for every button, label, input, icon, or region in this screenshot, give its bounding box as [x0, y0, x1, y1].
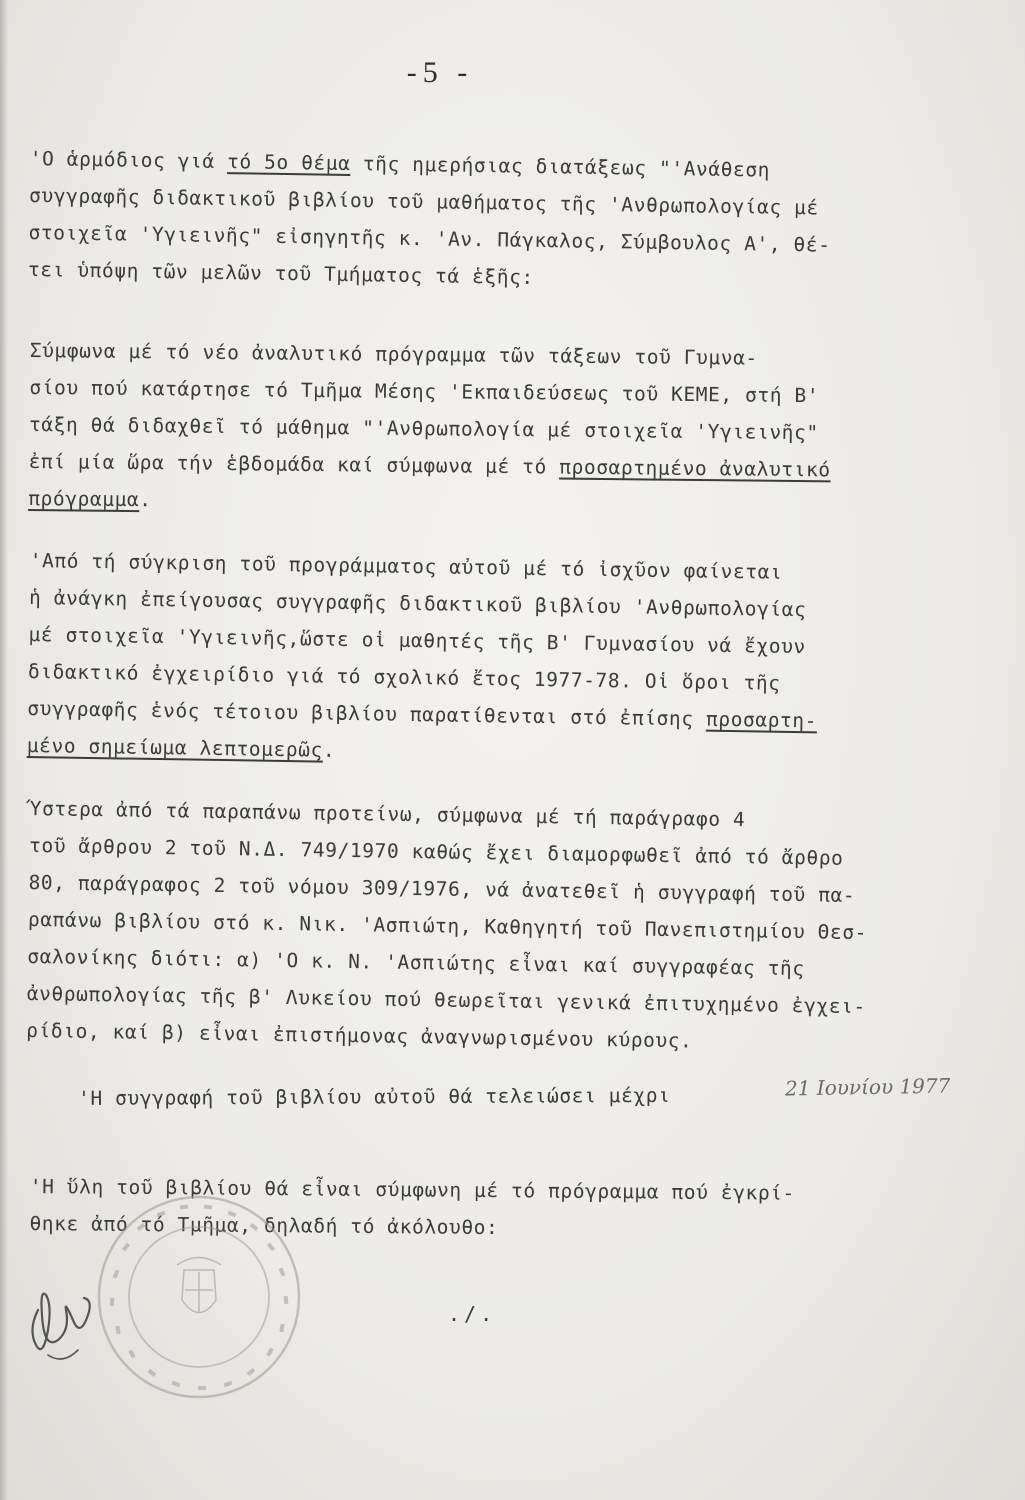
underlined-text: προσαρτημένο ἀναλυτικό — [559, 455, 831, 482]
text-segment: Ύστερα ἀπό τά παραπάνω προτείνω, σύμφωνα μέ τή παράγραφο 4 — [29, 796, 746, 832]
text-segment: ἀνθρωπολογίας τῆς β' Λυκείου πού θεωρεῖται γενικά ἐπιτυχημένο ἐγχει- — [26, 981, 867, 1019]
text-segment: ρίδιο, καί β) εἶναι ἐπιστήμονας ἀναγνωρισμένου κύρους. — [26, 1018, 693, 1053]
text-segment: τάξη θά διδαχθεῖ τό μάθημα "'Ανθρωπολογία μέ στοιχεῖα 'Υγιεινῆς" — [28, 412, 819, 445]
text-segment: . — [322, 738, 336, 762]
underlined-text: πρόγραμμα — [28, 486, 140, 512]
paragraph-4 — [26, 790, 970, 1064]
underlined-text: προσαρτη- — [705, 707, 818, 733]
text-segment: ἐπί μία ὥρα τήν ἑβδομάδα καί σύμφωνα μέ τό — [28, 449, 560, 479]
text-segment: ἡ ἀνάγκη ἐπείγουσας συγγραφῆς διδακτικοῦ βιβλίου 'Ανθρωπολογίας — [28, 585, 807, 622]
text-segment: σίου πού κατάρτησε τό Τμῆμα Μέσης 'Εκπαιδεύσεως τοῦ ΚΕΜΕ, στή Β' — [29, 375, 820, 408]
text-segment: διδακτικό ἐγχειρίδιο γιά τό σχολικό ἔτος 1977-78. Οἱ ὅροι τῆς — [27, 659, 781, 695]
underlined-text: τό 5ο θέμα — [226, 150, 351, 176]
text-segment: 'Από τή σύγκριση τοῦ προγράμματος αὐτοῦ μέ τό ἰσχῦον φαίνεται — [29, 548, 783, 584]
text-segment: . — [139, 488, 152, 512]
text-segment: ραπάνω βιβλίου στό κ. Νικ. 'Ασπιώτη, Καθηγητή τοῦ Πανεπιστημίου Θεσ- — [27, 907, 868, 945]
underlined-text: μένο σημείωμα λεπτομερῶς — [26, 733, 324, 762]
paragraph-3 — [27, 542, 970, 779]
text-segment: τῆς ημερήσιας διατάξεως "'Ανάθεση — [350, 152, 771, 182]
text-segment: στοιχεῖα 'Υγιεινῆς" εἰσηγητῆς κ. 'Αν. Πάγκαλος, Σύμβουλος Α', θέ- — [28, 220, 831, 257]
handwritten-date: 21 Ιουνίου 1977 — [784, 1073, 951, 1101]
text-segment: 80, παράγραφος 2 τοῦ νόμου 309/1976, νά ἀνατεθεῖ ἡ συγγραφή τοῦ πα- — [28, 870, 856, 907]
text-segment: συγγραφῆς ἑνός τέτοιου βιβλίου παρατίθενται στό ἐπίσης — [27, 696, 707, 731]
official-seal-stamp — [92, 1190, 307, 1405]
text-segment: Σύμφωνα μέ τό νέο ἀναλυτικό πρόγραμμα τῶν τάξεων τοῦ Γυμνα- — [29, 338, 758, 370]
paragraph-1 — [28, 140, 970, 303]
text-segment: τοῦ ἄρθρου 2 τοῦ Ν.Δ. 749/1970 καθώς ἔχει διαμορφωθεῖ ἀπό τό ἄρθρο — [28, 833, 844, 870]
handwritten-signature — [18, 1270, 113, 1380]
page-number: -5 - — [406, 56, 474, 89]
text-segment: θηκε ἀπό τό Τμῆμα, δηλαδή τό ἀκόλουθο: — [29, 1211, 499, 1240]
page-edge-shadow — [0, 0, 8, 1500]
text-segment: σαλονίκης διότι: α) 'Ο κ. Ν. 'Ασπιώτης εἶναι καί συγγραφέας τῆς — [27, 944, 805, 981]
text-segment: μέ στοιχεῖα 'Υγιεινῆς,ὥστε οἱ μαθητές τῆς Β' Γυμνασίου νά ἔχουν — [28, 622, 807, 659]
text-segment: 'Ο ἁρμόδιος γιά — [29, 146, 228, 174]
text-segment: συγγραφῆς διδακτικοῦ βιβλίου τοῦ μαθήματος τῆς 'Ανθρωπολογίας μέ — [28, 183, 819, 220]
text-segment: 'Η ὕλη τοῦ βιβλίου θά εἶναι σύμφωνη μέ τό πρόγραμμα πού ἐγκρί- — [29, 1174, 796, 1205]
text-segment: 'Η συγγραφή τοῦ βιβλίου αὐτοῦ θά τελειώσει μέχρι — [78, 1083, 671, 1110]
text-segment: τει ὑπόψη τῶν μελῶν τοῦ Τμήματος τά ἑξῆς: — [27, 257, 535, 289]
continuation-mark: ./. — [448, 1302, 497, 1326]
paragraph-2 — [28, 332, 970, 527]
